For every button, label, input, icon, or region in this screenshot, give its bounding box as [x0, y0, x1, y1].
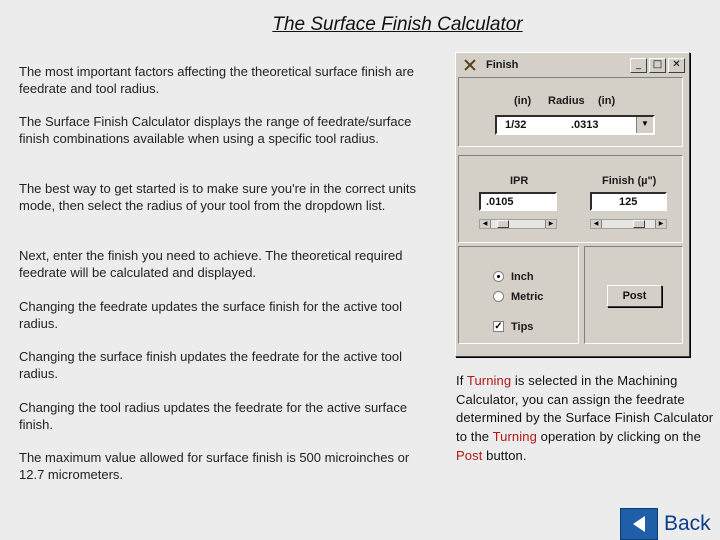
scroll-right-icon[interactable]: ▶ [545, 220, 556, 228]
note-text: operation by clicking on the [536, 429, 701, 445]
radius-in-right-label: (in) [598, 95, 616, 107]
finish-label: Finish (µ") [602, 175, 657, 187]
back-label[interactable]: Back [664, 512, 711, 535]
metric-label[interactable]: Metric [511, 291, 544, 303]
paragraph-1: The most important factors affecting the theoretical surface finish are feedrate and tool radius. [19, 64, 415, 96]
paragraph-8: The maximum value allowed for surface finish is 500 microinches or 12.7 micrometers. [19, 450, 410, 482]
scroll-left-icon[interactable]: ◀ [591, 220, 602, 228]
note-machining: Machining [617, 373, 678, 388]
scroll-right-icon[interactable]: ▶ [655, 220, 666, 228]
finish-scrollbar[interactable] [590, 219, 667, 229]
finish-window [455, 52, 690, 357]
note-text: Calculator, you can assign the feedrate determined by the [456, 391, 685, 426]
paragraph-3: The best way to get started is to make sure you're in the correct units mode, then select the radius of your tool from the dropdown list. [19, 181, 417, 213]
chevron-down-icon[interactable]: ▼ [636, 117, 653, 133]
paragraph-2: The Surface Finish Calculator displays the range of feedrate/surface finish combinations available when using a specific tool radius. [19, 114, 412, 146]
radius-dropdown[interactable] [495, 115, 655, 135]
finish-input[interactable] [590, 192, 667, 211]
radius-in-left-label: (in) [514, 95, 532, 107]
inch-radio[interactable] [493, 271, 504, 282]
radius-fraction-value: 1/32 [505, 119, 527, 131]
note-text: to the [456, 429, 493, 445]
window-title: Finish [486, 59, 519, 71]
paragraph-5: Changing the feedrate updates the surface finish for the active tool radius. [19, 299, 403, 331]
finish-value: 125 [619, 196, 638, 208]
note-turning-highlight: Turning [466, 373, 512, 388]
back-button[interactable] [620, 508, 711, 540]
paragraph-7: Changing the tool radius updates the feedrate for the active surface finish. [19, 400, 408, 432]
finish-scroll-thumb[interactable] [633, 220, 645, 228]
ipr-scrollbar[interactable] [479, 219, 557, 229]
app-icon [462, 57, 478, 73]
units-panel [458, 246, 579, 344]
back-arrow-icon[interactable] [620, 508, 658, 540]
turning-note [456, 372, 718, 466]
note-turning-highlight: Turning [492, 429, 537, 445]
radius-label: Radius [548, 95, 585, 107]
tips-label[interactable]: Tips [511, 321, 534, 333]
radius-panel [458, 77, 683, 147]
post-panel [584, 246, 683, 344]
note-post-highlight: Post [456, 447, 483, 463]
metric-radio[interactable] [493, 291, 504, 302]
close-button[interactable]: ✕ [668, 58, 685, 73]
note-text: button. [482, 447, 527, 463]
ipr-scroll-thumb[interactable] [497, 220, 509, 228]
ipr-finish-panel [458, 155, 683, 243]
maximize-button[interactable]: □ [649, 58, 666, 73]
paragraph-4: Next, enter the finish you need to achieve. The theoretical required feedrate will be calculated and displayed. [19, 248, 403, 280]
page-title: The Surface Finish Calculator [272, 14, 523, 35]
inch-label[interactable]: Inch [511, 271, 534, 283]
window-titlebar[interactable] [458, 55, 687, 75]
radius-decimal-value: .0313 [571, 119, 599, 131]
note-text: If [456, 373, 467, 388]
ipr-value: .0105 [486, 196, 514, 208]
note-sfc: Surface Finish Calculator [565, 410, 714, 426]
paragraph-6: Changing the surface finish updates the feedrate for the active tool radius. [19, 349, 403, 381]
ipr-label: IPR [510, 175, 529, 187]
minimize-button[interactable]: _ [630, 58, 647, 73]
scroll-left-icon[interactable]: ◀ [480, 220, 491, 228]
note-text: is selected in the [511, 373, 618, 388]
post-button[interactable]: Post [607, 285, 662, 307]
tips-checkbox[interactable]: ✓ [494, 321, 503, 332]
ipr-input[interactable] [479, 192, 557, 211]
